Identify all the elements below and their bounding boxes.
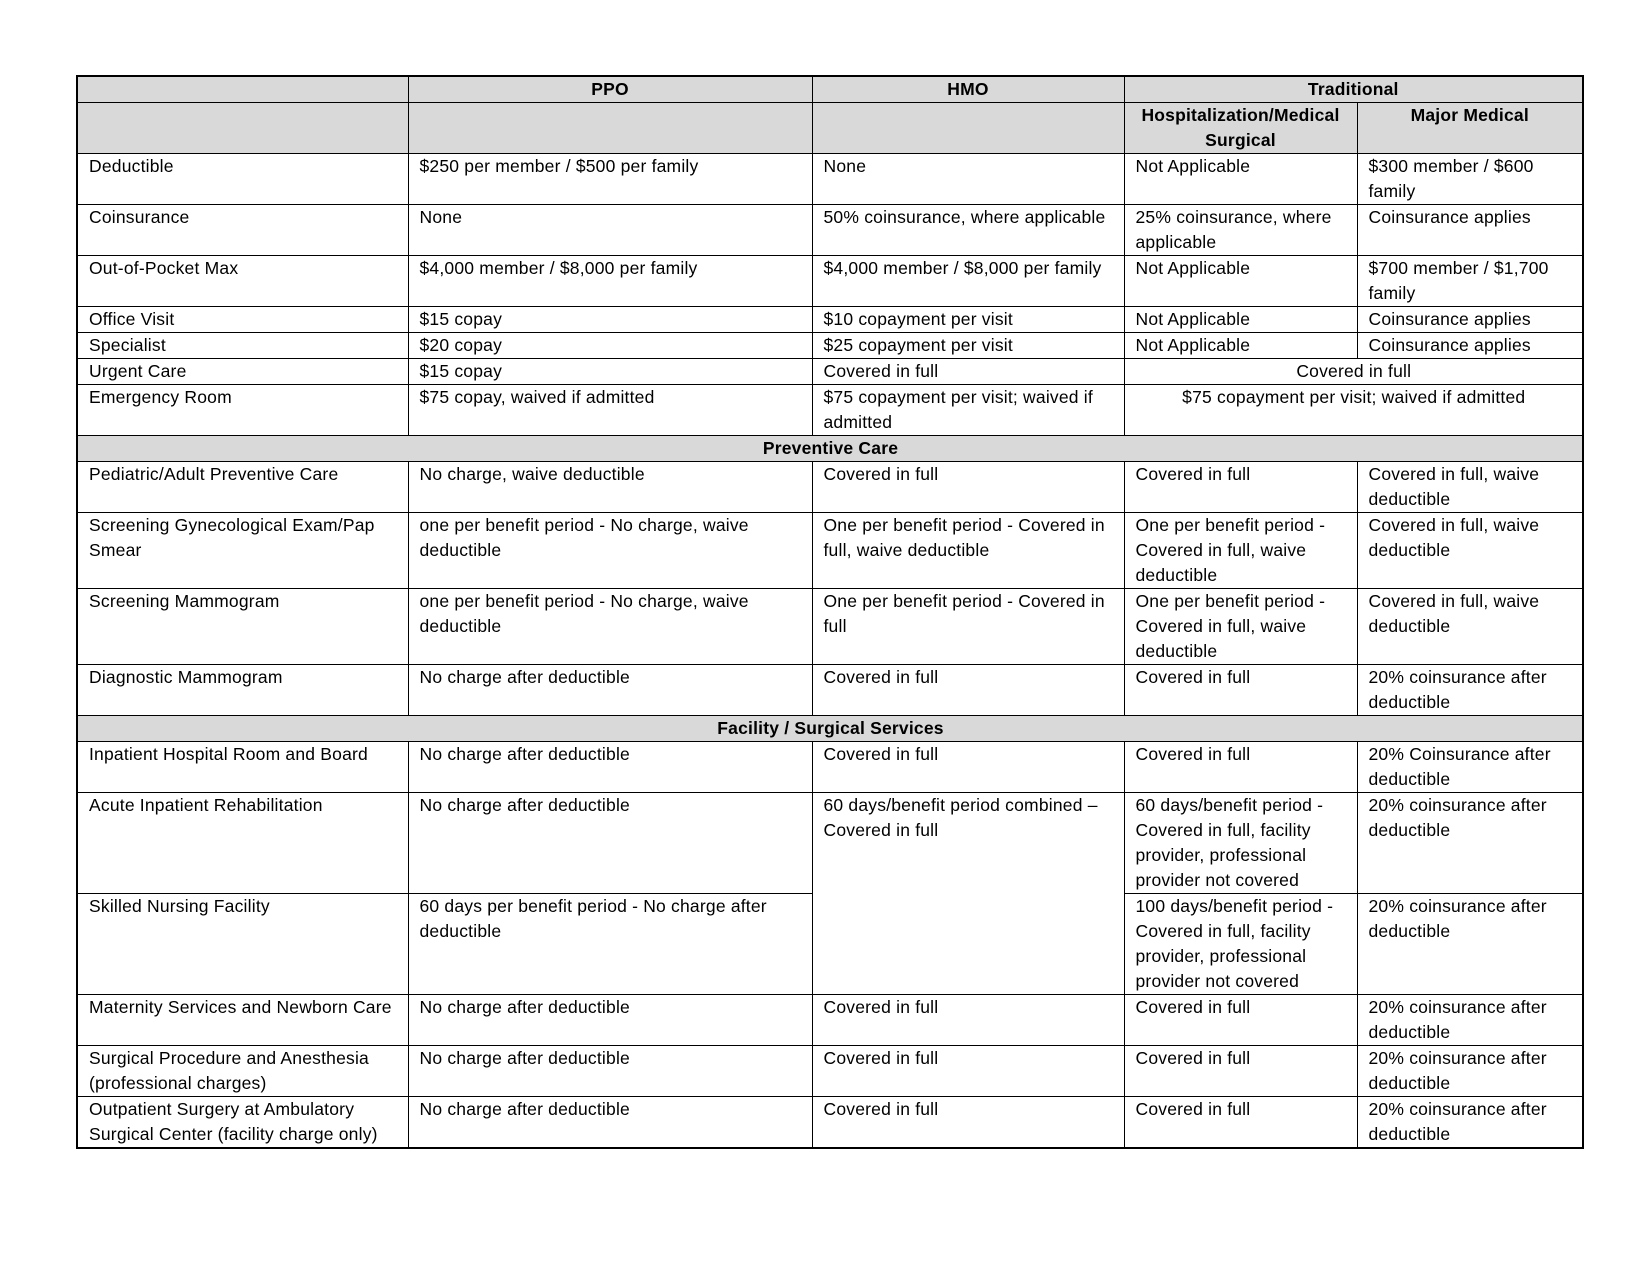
section-row-facility xyxy=(77,716,1583,742)
cell-major: 20% coinsurance after deductible xyxy=(1357,1097,1583,1149)
cell-ppo: $4,000 member / $8,000 per family xyxy=(408,256,812,307)
cell-traditional: $75 copayment per visit; waived if admitted xyxy=(1124,385,1583,436)
header-hosp-medical: Hospitalization/Medical Surgical xyxy=(1124,103,1357,154)
header-traditional: Traditional xyxy=(1124,76,1583,103)
table-row xyxy=(77,589,1583,665)
cell-major: Covered in full, waive deductible xyxy=(1357,462,1583,513)
cell-major: Coinsurance applies xyxy=(1357,307,1583,333)
cell-major: 20% coinsurance after deductible xyxy=(1357,665,1583,716)
header-blank-hmo xyxy=(812,103,1124,154)
cell-hosp: One per benefit period - Covered in full, waive deductible xyxy=(1124,513,1357,589)
row-label: Screening Gynecological Exam/Pap Smear xyxy=(77,513,408,589)
cell-major: 20% coinsurance after deductible xyxy=(1357,793,1583,894)
cell-hmo: Covered in full xyxy=(812,742,1124,793)
cell-ppo: $15 copay xyxy=(408,307,812,333)
cell-hmo: One per benefit period - Covered in full xyxy=(812,589,1124,665)
cell-hosp: Covered in full xyxy=(1124,462,1357,513)
cell-major: Coinsurance applies xyxy=(1357,205,1583,256)
cell-hmo: Covered in full xyxy=(812,1097,1124,1149)
cell-ppo: No charge, waive deductible xyxy=(408,462,812,513)
table-row xyxy=(77,742,1583,793)
cell-hosp: Covered in full xyxy=(1124,742,1357,793)
table-row xyxy=(77,665,1583,716)
benefits-table xyxy=(76,75,1584,1149)
row-label: Coinsurance xyxy=(77,205,408,256)
cell-ppo: $15 copay xyxy=(408,359,812,385)
cell-hmo: $4,000 member / $8,000 per family xyxy=(812,256,1124,307)
cell-hmo: One per benefit period - Covered in full, waive deductible xyxy=(812,513,1124,589)
table-row xyxy=(77,995,1583,1046)
table-row xyxy=(77,1046,1583,1097)
cell-hosp: Covered in full xyxy=(1124,665,1357,716)
cell-ppo: No charge after deductible xyxy=(408,995,812,1046)
cell-hmo: $75 copayment per visit; waived if admitted xyxy=(812,385,1124,436)
cell-hosp: Not Applicable xyxy=(1124,307,1357,333)
cell-hmo: 50% coinsurance, where applicable xyxy=(812,205,1124,256)
row-label: Out-of-Pocket Max xyxy=(77,256,408,307)
cell-ppo: $250 per member / $500 per family xyxy=(408,154,812,205)
cell-hmo: Covered in full xyxy=(812,359,1124,385)
row-label: Surgical Procedure and Anesthesia (professional charges) xyxy=(77,1046,408,1097)
table-row xyxy=(77,307,1583,333)
cell-major: 20% coinsurance after deductible xyxy=(1357,995,1583,1046)
header-ppo: PPO xyxy=(408,76,812,103)
cell-major: Coinsurance applies xyxy=(1357,333,1583,359)
header-blank-ppo xyxy=(408,103,812,154)
cell-hmo: $25 copayment per visit xyxy=(812,333,1124,359)
section-row-preventive xyxy=(77,436,1583,462)
cell-ppo: $20 copay xyxy=(408,333,812,359)
cell-major: $300 member / $600 family xyxy=(1357,154,1583,205)
table-row xyxy=(77,385,1583,436)
table-row xyxy=(77,462,1583,513)
cell-ppo: No charge after deductible xyxy=(408,742,812,793)
cell-hosp: Not Applicable xyxy=(1124,333,1357,359)
cell-major: Covered in full, waive deductible xyxy=(1357,589,1583,665)
cell-hosp: Covered in full xyxy=(1124,1046,1357,1097)
header-major-medical: Major Medical xyxy=(1357,103,1583,154)
header-corner xyxy=(77,76,408,103)
row-label: Diagnostic Mammogram xyxy=(77,665,408,716)
cell-hosp: One per benefit period - Covered in full, waive deductible xyxy=(1124,589,1357,665)
row-label: Screening Mammogram xyxy=(77,589,408,665)
row-label: Office Visit xyxy=(77,307,408,333)
cell-ppo: 60 days per benefit period - No charge after deductible xyxy=(408,894,812,995)
table-row xyxy=(77,256,1583,307)
header-hmo: HMO xyxy=(812,76,1124,103)
row-label: Pediatric/Adult Preventive Care xyxy=(77,462,408,513)
cell-hmo: $10 copayment per visit xyxy=(812,307,1124,333)
table-row xyxy=(77,359,1583,385)
benefits-comparison-sheet xyxy=(76,75,1582,1149)
cell-hmo: Covered in full xyxy=(812,1046,1124,1097)
cell-hmo: Covered in full xyxy=(812,995,1124,1046)
cell-hosp: Covered in full xyxy=(1124,1097,1357,1149)
cell-major: Covered in full, waive deductible xyxy=(1357,513,1583,589)
cell-major: 20% coinsurance after deductible xyxy=(1357,894,1583,995)
table-row xyxy=(77,333,1583,359)
cell-major: 20% coinsurance after deductible xyxy=(1357,1046,1583,1097)
cell-ppo: None xyxy=(408,205,812,256)
header-row-subplans xyxy=(77,103,1583,154)
section-title-preventive: Preventive Care xyxy=(77,436,1583,462)
cell-hosp: Not Applicable xyxy=(1124,154,1357,205)
table-row xyxy=(77,205,1583,256)
cell-major: 20% Coinsurance after deductible xyxy=(1357,742,1583,793)
cell-hosp: Covered in full xyxy=(1124,995,1357,1046)
cell-hmo-combined: 60 days/benefit period combined – Covered in full xyxy=(812,793,1124,995)
cell-ppo: No charge after deductible xyxy=(408,1097,812,1149)
header-row-plans xyxy=(77,76,1583,103)
cell-ppo: No charge after deductible xyxy=(408,665,812,716)
cell-major: $700 member / $1,700 family xyxy=(1357,256,1583,307)
cell-ppo: $75 copay, waived if admitted xyxy=(408,385,812,436)
cell-hmo: Covered in full xyxy=(812,462,1124,513)
table-row xyxy=(77,513,1583,589)
row-label: Outpatient Surgery at Ambulatory Surgical Center (facility charge only) xyxy=(77,1097,408,1149)
table-row xyxy=(77,793,1583,894)
table-row xyxy=(77,154,1583,205)
row-label: Urgent Care xyxy=(77,359,408,385)
cell-traditional: Covered in full xyxy=(1124,359,1583,385)
cell-ppo: one per benefit period - No charge, waive deductible xyxy=(408,513,812,589)
cell-hosp: 60 days/benefit period - Covered in full, facility provider, professional provider not covered xyxy=(1124,793,1357,894)
row-label: Deductible xyxy=(77,154,408,205)
cell-hosp: Not Applicable xyxy=(1124,256,1357,307)
section-title-facility: Facility / Surgical Services xyxy=(77,716,1583,742)
cell-ppo: No charge after deductible xyxy=(408,1046,812,1097)
cell-hosp: 100 days/benefit period - Covered in full, facility provider, professional provider not covered xyxy=(1124,894,1357,995)
row-label: Specialist xyxy=(77,333,408,359)
cell-hosp: 25% coinsurance, where applicable xyxy=(1124,205,1357,256)
row-label: Acute Inpatient Rehabilitation xyxy=(77,793,408,894)
cell-hmo: Covered in full xyxy=(812,665,1124,716)
row-label: Emergency Room xyxy=(77,385,408,436)
row-label: Inpatient Hospital Room and Board xyxy=(77,742,408,793)
cell-hmo: None xyxy=(812,154,1124,205)
header-blank-label xyxy=(77,103,408,154)
row-label: Skilled Nursing Facility xyxy=(77,894,408,995)
table-row xyxy=(77,1097,1583,1149)
row-label: Maternity Services and Newborn Care xyxy=(77,995,408,1046)
cell-ppo: No charge after deductible xyxy=(408,793,812,894)
cell-ppo: one per benefit period - No charge, waive deductible xyxy=(408,589,812,665)
